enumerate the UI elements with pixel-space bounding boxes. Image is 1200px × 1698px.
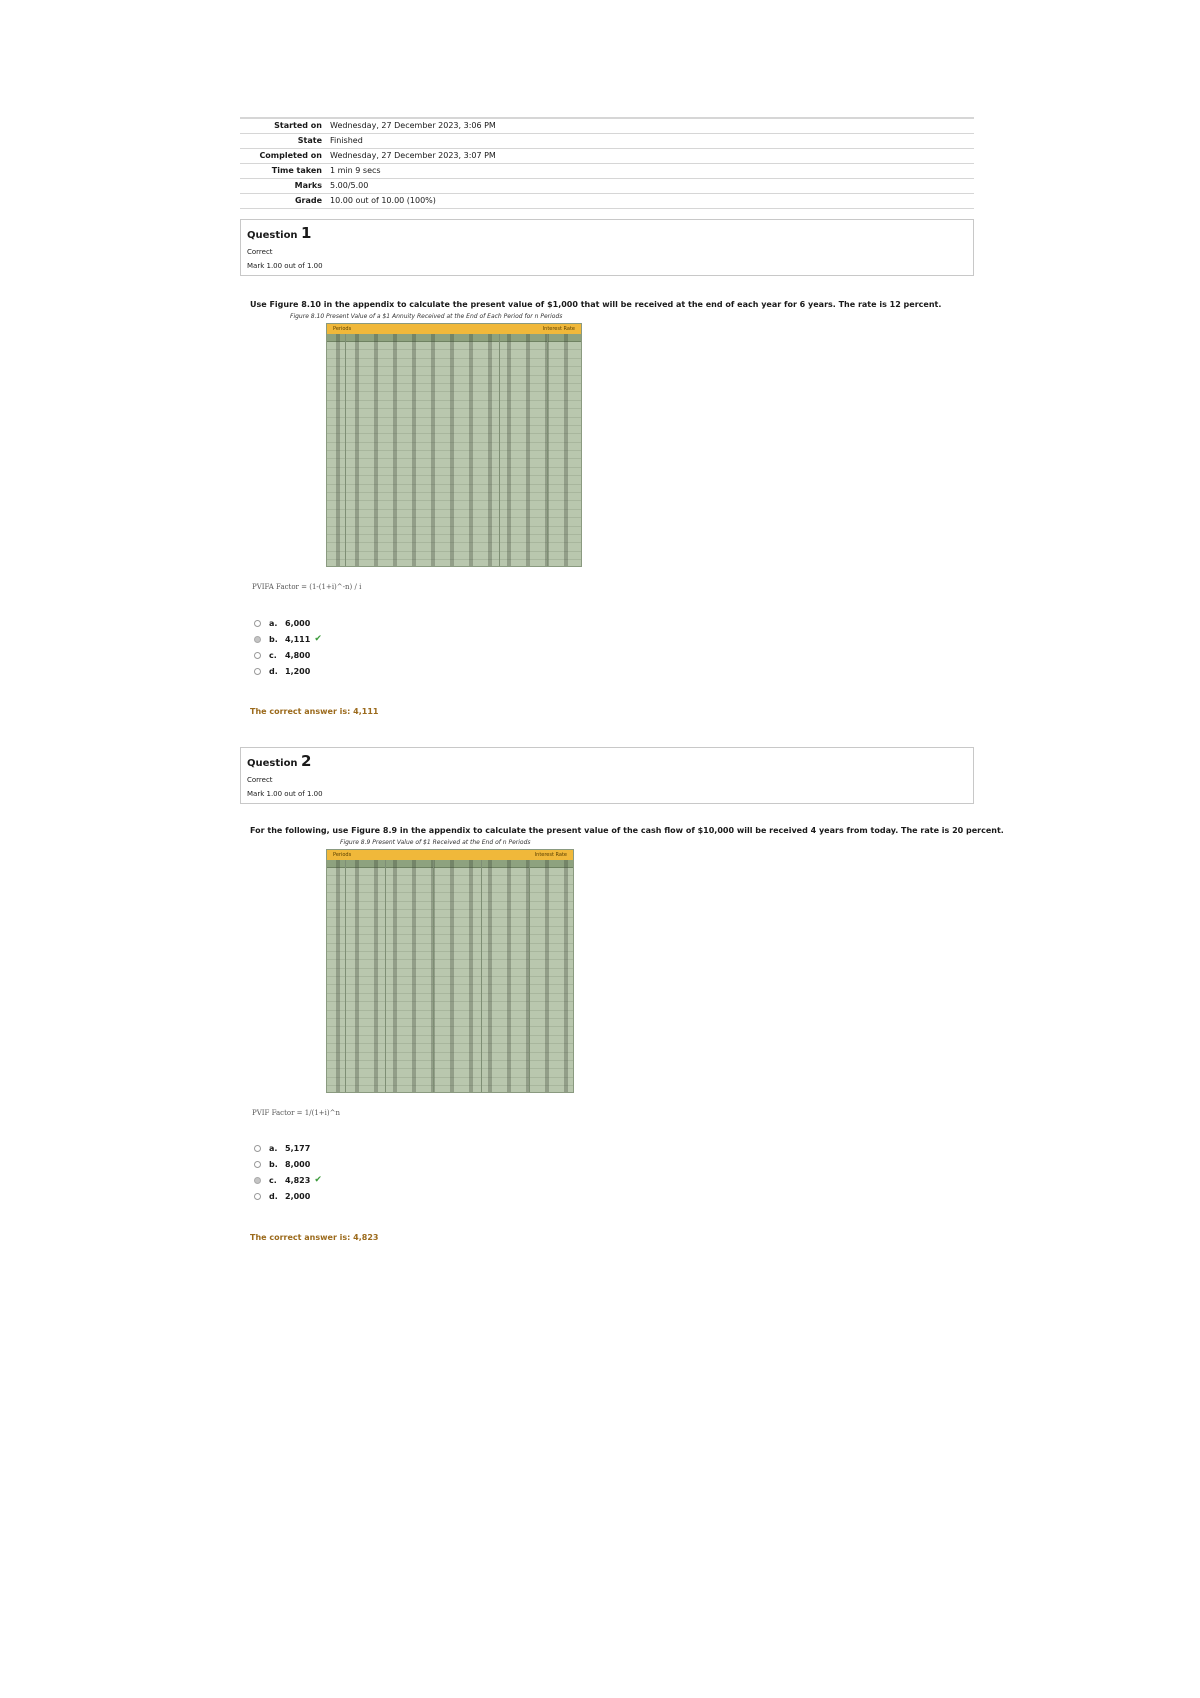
answer-letter: b. <box>269 1159 278 1169</box>
question-mark: Mark 1.00 out of 1.00 <box>247 790 323 798</box>
summary-label: Marks <box>294 181 322 190</box>
figure-2-table-image <box>326 849 574 1093</box>
summary-label: Started on <box>274 121 322 130</box>
question-1-answers <box>254 615 322 679</box>
question-label: Question <box>247 230 298 241</box>
summary-value: Finished <box>330 136 363 145</box>
radio-icon[interactable] <box>254 620 261 627</box>
summary-label: Completed on <box>259 151 322 160</box>
figure-1-caption: Figure 8.10 Present Value of a $1 Annuity Received at the End of Each Period for n Periods <box>290 313 563 320</box>
figure-header-right: Interest Rate <box>542 326 575 332</box>
radio-icon[interactable] <box>254 1145 261 1152</box>
summary-value: Wednesday, 27 December 2023, 3:06 PM <box>330 121 496 130</box>
radio-icon[interactable] <box>254 668 261 675</box>
question-2-feedback: The correct answer is: 4,823 <box>250 1233 379 1242</box>
summary-row-time <box>240 164 974 179</box>
answer-letter: c. <box>269 650 277 660</box>
summary-value: 10.00 out of 10.00 (100%) <box>330 196 436 205</box>
summary-row-marks <box>240 179 974 194</box>
summary-label: State <box>297 136 322 145</box>
question-number: 1 <box>301 224 312 242</box>
question-2-text: For the following, use Figure 8.9 in the appendix to calculate the present value of the cash flow of $10,000 will be received 4 years from today. The rate is 20 percent. <box>250 826 1004 835</box>
question-state: Correct <box>247 776 273 784</box>
figure-header-left: Periods <box>333 852 352 858</box>
figure-column-divider <box>481 860 482 1092</box>
question-1-feedback: The correct answer is: 4,111 <box>250 707 379 716</box>
figure-column-divider <box>345 860 346 1092</box>
figure-cell-texture <box>327 860 573 1092</box>
figure-column-divider <box>529 860 530 1092</box>
answer-letter: c. <box>269 1175 277 1185</box>
check-icon: ✔ <box>314 1175 322 1185</box>
answer-option-b[interactable] <box>254 1156 322 1172</box>
summary-value: 5.00/5.00 <box>330 181 369 190</box>
answer-letter: b. <box>269 634 278 644</box>
figure-grid <box>327 334 581 566</box>
figure-grid <box>327 860 573 1092</box>
summary-label: Time taken <box>271 166 322 175</box>
figure-column-divider <box>433 860 434 1092</box>
figure-column-divider <box>345 334 346 566</box>
answer-letter: d. <box>269 666 278 676</box>
question-state: Correct <box>247 248 273 256</box>
answer-text: 2,000 <box>285 1191 311 1201</box>
question-label: Question <box>247 758 298 769</box>
summary-value: Wednesday, 27 December 2023, 3:07 PM <box>330 151 496 160</box>
question-title <box>247 224 967 245</box>
question-2-info <box>240 747 974 804</box>
figure-header <box>327 324 581 334</box>
figure-1-table-image <box>326 323 582 567</box>
question-number: 2 <box>301 752 312 770</box>
answer-letter: a. <box>269 1143 278 1153</box>
figure-2-caption: Figure 8.9 Present Value of $1 Received at the End of n Periods <box>340 839 531 846</box>
figure-header-right: Interest Rate <box>534 852 567 858</box>
figure-header <box>327 850 573 860</box>
answer-text: 5,177 <box>285 1143 311 1153</box>
figure-column-divider <box>385 860 386 1092</box>
answer-option-d[interactable] <box>254 1188 322 1204</box>
radio-icon[interactable] <box>254 1177 261 1184</box>
summary-label: Grade <box>294 196 322 205</box>
answer-option-a[interactable] <box>254 615 322 631</box>
answer-option-c[interactable] <box>254 1172 322 1188</box>
summary-row-grade <box>240 194 974 209</box>
answer-option-a[interactable] <box>254 1140 322 1156</box>
answer-text: 8,000 <box>285 1159 311 1169</box>
radio-icon[interactable] <box>254 636 261 643</box>
answer-letter: d. <box>269 1191 278 1201</box>
summary-row-state <box>240 134 974 149</box>
summary-row-started <box>240 119 974 134</box>
figure-cell-texture <box>327 334 581 566</box>
summary-row-completed <box>240 149 974 164</box>
figure-column-divider <box>499 334 500 566</box>
check-icon: ✔ <box>314 634 322 644</box>
question-1-info <box>240 219 974 276</box>
summary-value: 1 min 9 secs <box>330 166 381 175</box>
answer-letter: a. <box>269 618 278 628</box>
attempt-summary <box>240 117 974 209</box>
question-2-answers <box>254 1140 322 1204</box>
question-1-text: Use Figure 8.10 in the appendix to calculate the present value of $1,000 that will be received at the end of each year for 6 years. The rate is 12 percent. <box>250 300 942 309</box>
answer-text: 4,800 <box>285 650 311 660</box>
figure-column-divider <box>547 334 548 566</box>
answer-text: 6,000 <box>285 618 311 628</box>
figure-header-left: Periods <box>333 326 352 332</box>
answer-option-d[interactable] <box>254 663 322 679</box>
radio-icon[interactable] <box>254 652 261 659</box>
question-title <box>247 752 967 773</box>
answer-text: 4,111 <box>285 634 311 644</box>
question-1-formula: PVIFA Factor = (1-(1+i)^-n) / i <box>252 583 362 591</box>
question-2-formula: PVIF Factor = 1/(1+i)^n <box>252 1109 340 1117</box>
answer-text: 4,823 <box>285 1175 311 1185</box>
answer-option-b[interactable] <box>254 631 322 647</box>
radio-icon[interactable] <box>254 1193 261 1200</box>
answer-text: 1,200 <box>285 666 311 676</box>
answer-option-c[interactable] <box>254 647 322 663</box>
question-mark: Mark 1.00 out of 1.00 <box>247 262 323 270</box>
radio-icon[interactable] <box>254 1161 261 1168</box>
